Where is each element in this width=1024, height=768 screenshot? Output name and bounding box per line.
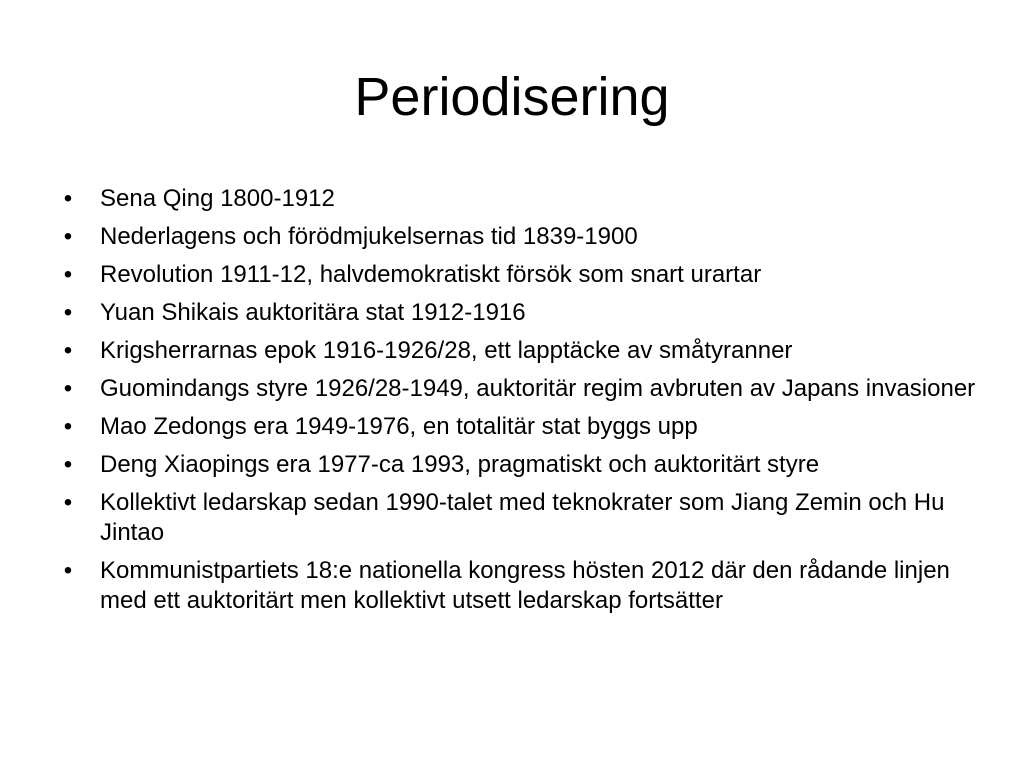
list-item — [58, 260, 978, 290]
list-item — [58, 412, 978, 442]
slide-title: Periodisering — [354, 67, 670, 127]
bullet-icon: • — [63, 489, 73, 516]
bullet-text: Kommunistpartiets 18:e nationella kongress hösten 2012 där den rådande linjen med ett auktoritärt men kollektivt utsett ledarskap fortsätter — [100, 557, 950, 614]
list-item — [58, 184, 978, 214]
bullet-text: Guomindangs styre 1926/28-1949, auktoritär regim avbruten av Japans invasioner — [100, 375, 976, 402]
list-item — [58, 374, 978, 404]
bullet-icon: • — [63, 413, 73, 440]
list-item — [58, 488, 978, 548]
bullet-icon: • — [63, 185, 73, 212]
bullet-list — [58, 184, 978, 624]
bullet-text: Nederlagens och förödmjukelsernas tid 1839-1900 — [100, 223, 638, 250]
list-item — [58, 336, 978, 366]
bullet-text: Mao Zedongs era 1949-1976, en totalitär stat byggs upp — [100, 413, 698, 440]
bullet-icon: • — [63, 299, 73, 326]
bullet-icon: • — [63, 375, 73, 402]
bullet-icon: • — [63, 223, 73, 250]
bullet-icon: • — [63, 451, 73, 478]
bullet-text: Revolution 1911-12, halvdemokratiskt försök som snart urartar — [100, 261, 762, 288]
list-item — [58, 298, 978, 328]
list-item — [58, 556, 978, 616]
bullet-text: Kollektivt ledarskap sedan 1990-talet med teknokrater som Jiang Zemin och Hu Jintao — [100, 489, 945, 546]
bullet-text: Deng Xiaopings era 1977-ca 1993, pragmatiskt och auktoritärt styre — [100, 451, 820, 478]
bullet-text: Yuan Shikais auktoritära stat 1912-1916 — [100, 299, 526, 326]
bullet-icon: • — [63, 337, 73, 364]
bullet-icon: • — [63, 261, 73, 288]
bullet-text: Sena Qing 1800-1912 — [100, 185, 335, 212]
bullet-icon: • — [63, 557, 73, 584]
list-item — [58, 222, 978, 252]
list-item — [58, 450, 978, 480]
bullet-text: Krigsherrarnas epok 1916-1926/28, ett lapptäcke av småtyranner — [100, 337, 793, 364]
